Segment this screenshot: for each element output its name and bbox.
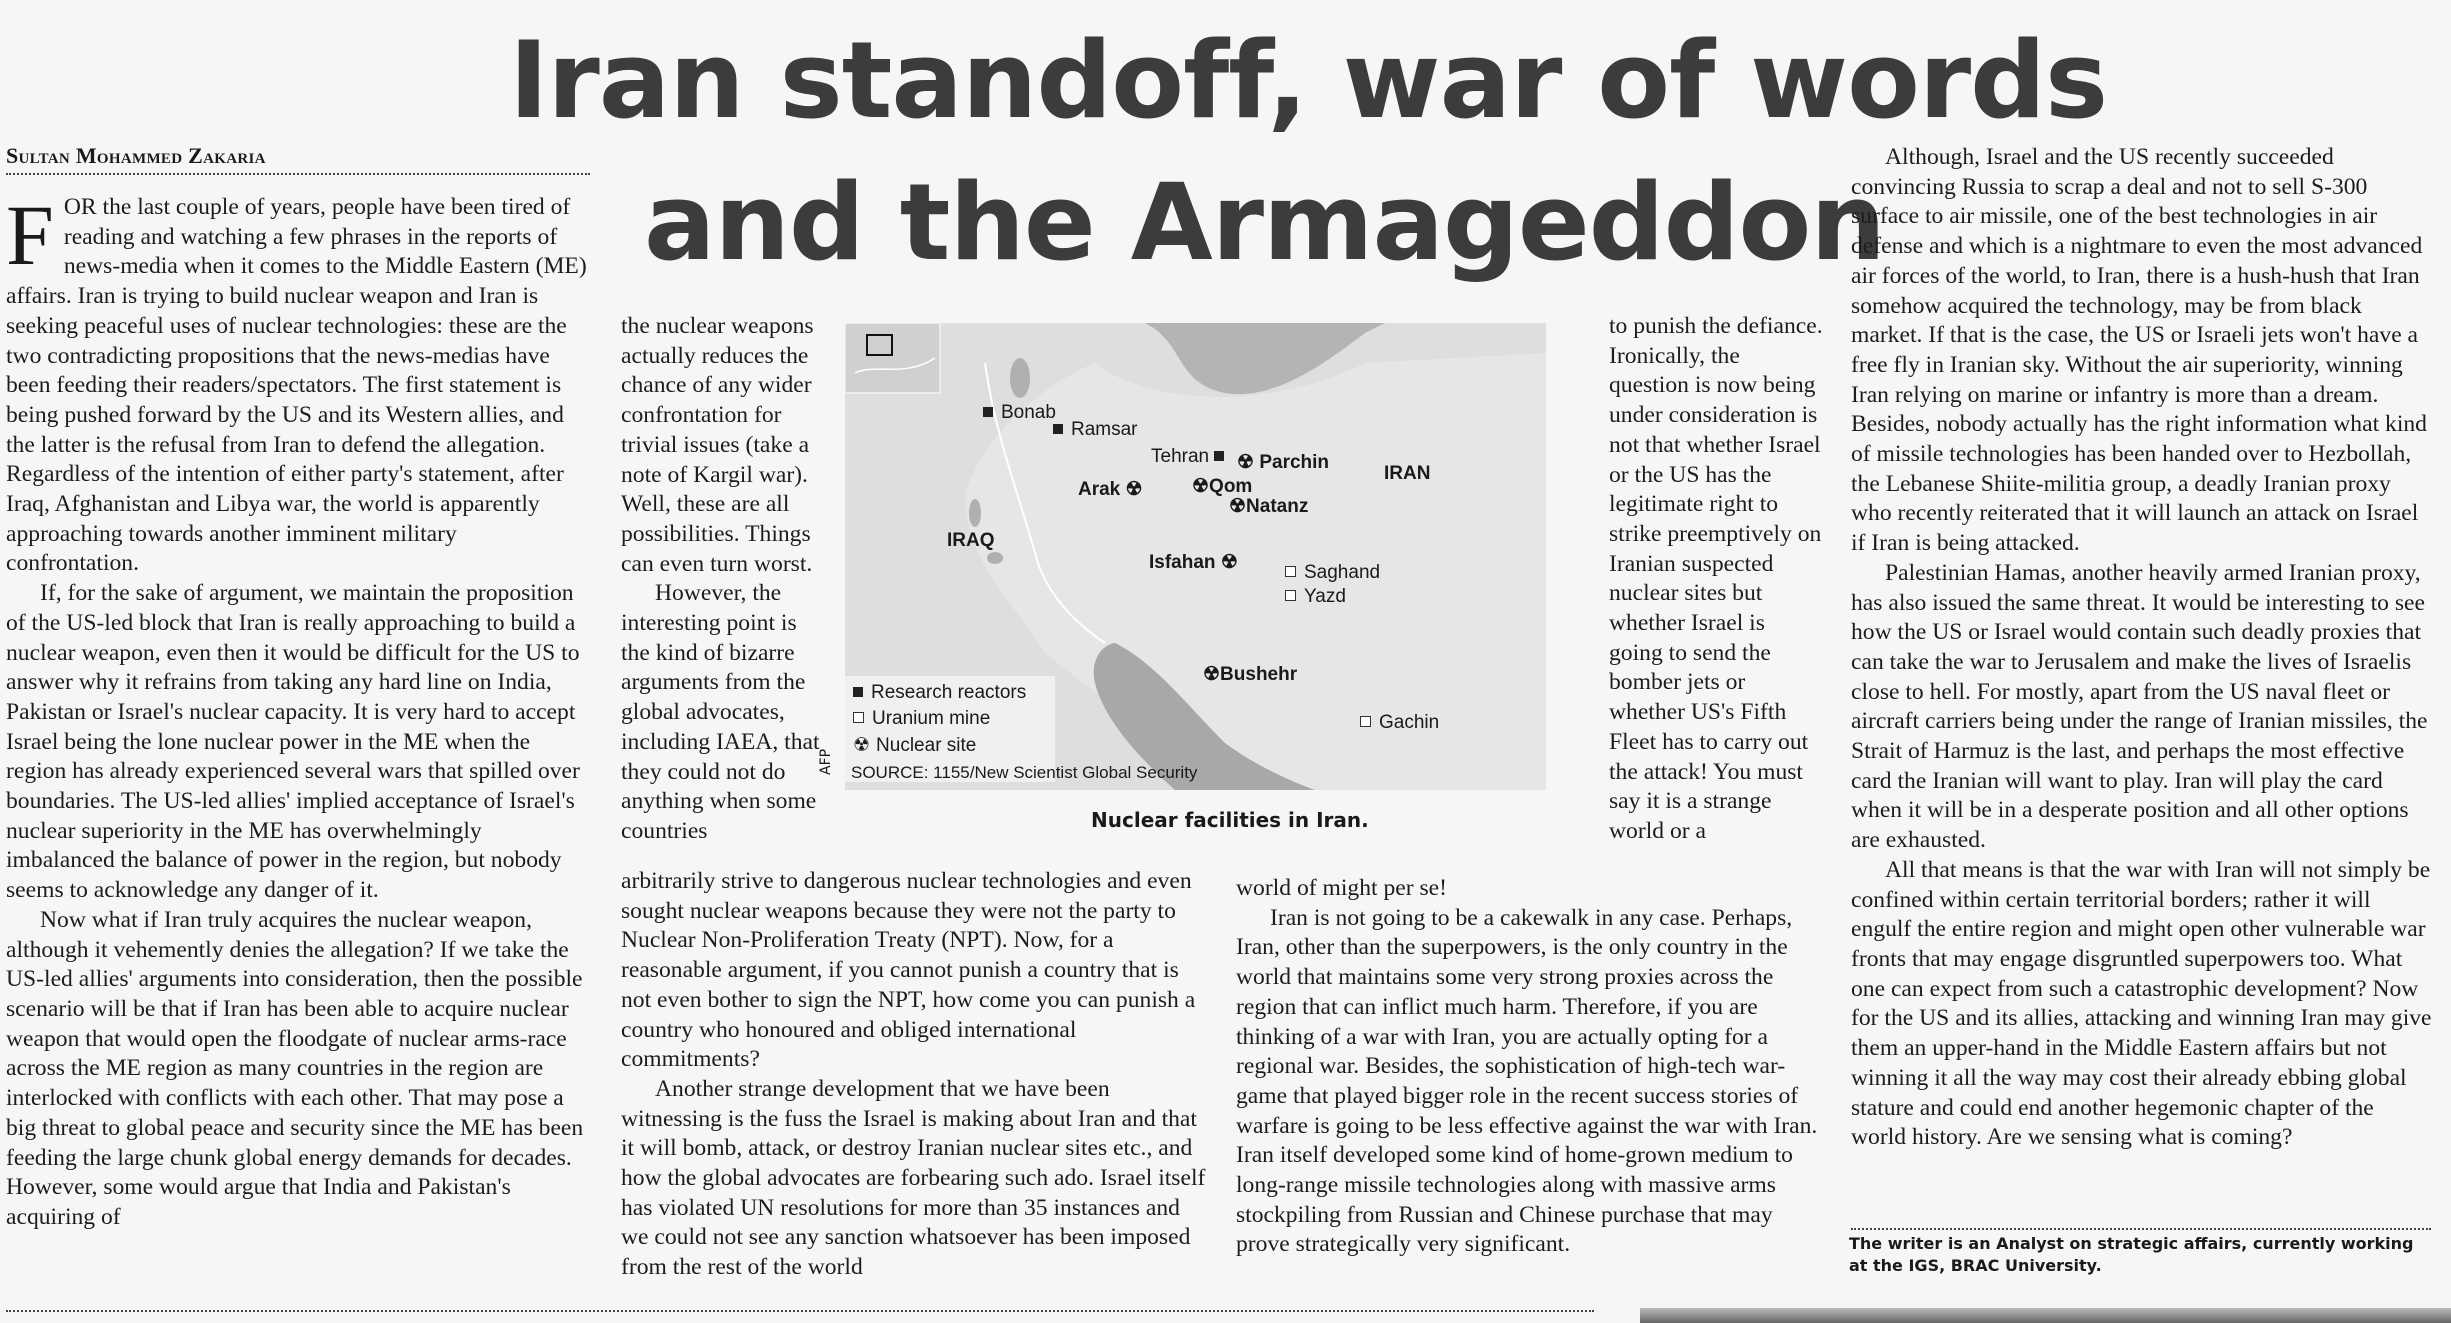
col3-paragraph-3: Iran is not going to be a cakewalk in any case. Perhaps, Iran, other than the superpowers, is the only country in the world that maintains some very strong proxies across the region that can inflict much harm. Therefore, if you are thinking of a war with Iran, you are actually opting for a regional war. Besides, the sophistication of high-tech war-game that played bigger role in the recent success stories of warfare is going to be less effective against the war with Iran. Iran itself developed some kind of home-grown medium to long-range missile technologies along with massive arms stockpiling from Russian and Chinese purchase that may prove strategically very significant. [1236,904,1818,1258]
legend-uranium-mine: Uranium mine [853,708,990,730]
map-label-parchin: ☢ Parchin [1237,452,1330,473]
col4-paragraph-3: All that means is that the war with Iran will not simply be confined within certain territorial borders; rather it will engulf the entire region and might open other vulnerable war fronts that may engage disgruntled superpowers too. What one can expect from such a catastrophic development? Now for the US and its allies, attacking and winning Iran may give them an upper-hand in the Middle Eastern affairs but not winning it all the way may cost their already ebbing global stature and could end another hegemonic chapter of the world history. Are we sensing what is coming? [1851,856,2432,1151]
col1-paragraph-3: Now what if Iran truly acquires the nuclear weapon, although it vehemently denies the allegation? If we take the US-led allies' arguments into consideration, then the possible scenario will be that if Iran has been able to acquire nuclear weapon that would open the floodgate of nuclear arms-race across the ME region as many countries in the region are interlocked with conflicts with each other. That may pose a big threat to global peace and security since the ME has been feeding the large chunk global energy demands for decades. However, some would argue that India and Pakistan's acquiring of [6,906,584,1230]
map-label-gachin: Gachin [1360,712,1439,734]
uranium-mine-marker [1285,590,1296,601]
nuclear-site-icon: ☢ [853,735,871,756]
map-label-yazd: Yazd [1285,586,1346,608]
column-2-narrow [621,312,826,847]
legend-research-reactors: Research reactors [853,682,1026,704]
map-label-tehran: Tehran [1151,446,1224,468]
uranium-mine-marker [1285,566,1296,577]
headline-line-1: Iran standoff, war of words [509,19,2108,142]
drop-cap: F [6,187,54,283]
headline-line-2: and the Armageddon [644,161,1885,284]
research-reactor-marker [983,407,993,417]
column-3-narrow [1609,312,1824,847]
col1-paragraph-1: FOR the last couple of years, people have been tired of reading and watching a few phrases in the reports of news-media when it comes to the Middle Eastern (ME) affairs. Iran is trying to build nuclear weapon and Iran is seeking peaceful uses of nuclear technologies: these are the two contradicting propositions that the news-medias have been feeding their readers/spectators. The first statement is being pushed forward by the US and its Western allies, and the latter is the refusal from Iran to defend the allegation. Regardless of the intention of either party's statement, after Iraq, Afghanistan and Libya war, the world is apparently approaching towards another imminent military confrontation. [6,187,587,577]
legend-nuclear-site: ☢ Nuclear site [853,735,977,756]
author-note-rule [1851,1228,2431,1230]
col1-paragraph-2: If, for the sake of argument, we maintain the proposition of the US-led block that Iran is really approaching to build a nuclear weapon, even then it would be difficult for the US to answer why it refrains from taking any hard line on India, Pakistan or Israel's nuclear capacity. It is very hard to accept Israel being the lone nuclear power in the ME when the region has already experienced several wars that spilled over boundaries. The US-led allies' implied acceptance of Israel's nuclear superiority in the ME has overwhelmingly imbalanced the balance of power in the region, but nobody seems to acknowledge any danger of it. [6,580,580,904]
bottom-rule [6,1310,1594,1312]
author-note: The writer is an Analyst on strategic affairs, currently working at the IGS, BRAC University. [1849,1234,2414,1275]
col2-paragraph-1: the nuclear weapons actually reduces the chance of any wider confrontation for trivial issues (take a note of Kargil war). Well, these are all possibilities. Things can even turn worst. [621,313,814,577]
column-4 [1851,143,2434,1153]
uranium-mine-swatch [853,712,864,723]
uranium-mine-marker [1360,716,1371,727]
column-3-wide [1236,874,1824,1260]
column-1 [6,187,592,1233]
col3-paragraph-2: world of might per se! [1236,875,1447,901]
col2-paragraph-4: Another strange development that we have been witnessing is the fuss the Israel is making about Iran and that it will bomb, attack, or destroy Iranian nuclear sites etc., and how the global advocates are forbearing such ado. Israel itself has violated UN resolutions for more than 35 instances and we could not see any sanction whatsoever has been imposed from the rest of the world [621,1075,1206,1281]
map-label-iraq: IRAQ [947,530,995,551]
map-label-bushehr: ☢Bushehr [1203,664,1298,685]
col4-paragraph-1: Although, Israel and the US recently succeeded convincing Russia to scrap a deal and not to sell S-300 surface to air missile, one of the best technologies in air defense and which is a nightmare to even the most advanced air forces of the world, to Iran, there is a hush-hush that Iran somehow acquired the technology, may be from black market. If that is the case, the US or Israeli jets won't have a free fly in Iranian sky. Without the air superiority, winning Iran relying on marine or infantry is more than a dream. Besides, nobody actually has the right information what kind of missile technologies has been handed over to Hezbollah, the Lebanese Shiite-militia group, a deadly Iranian proxy who recently reiterated that it will launch an attack on Israel if Iran is being attacked. [1851,144,2427,557]
map-label-ramsar: Ramsar [1053,419,1138,441]
research-reactor-marker [1214,451,1224,461]
research-reactor-marker [1053,424,1063,434]
iran-nuclear-map [845,323,1546,790]
map-label-isfahan: Isfahan ☢ [1149,552,1238,573]
col4-paragraph-2: Palestinian Hamas, another heavily armed Iranian proxy, has also issued the same threat. It would be interesting to see how the US or Israel would contain such deadly proxies that can take the war to Jerusalem and make the lives of Israelis close to hell. For mostly, apart from the US naval fleet or aircraft carriers being under the range of Iranian missiles, the Strait of Harmuz is the last, and perhaps the most effective card the Iranian will want to play. Iran will play the card when it will be in a desperate position and all other options are exhausted. [1851,559,2428,854]
byline: Sultan Mohammed Zakaria [6,143,590,175]
map-caption: Nuclear facilities in Iran. [1091,808,1369,832]
research-reactor-swatch [853,687,863,697]
column-2-wide [621,867,1209,1283]
map-label-iran: IRAN [1384,463,1431,484]
map-credit-afp: AFP [818,748,834,775]
map-label-bonab: Bonab [983,402,1056,424]
col3-paragraph-1: to punish the defiance. Ironically, the question is now being under consideration is not that whether Israel or the US has the legitimate right to strike preemptively on Iranian suspected nuclear sites but whether Israel is going to send the bomber jets or whether US's Fifth Fleet has to carry out the attack! You must say it is a strange world or a [1609,313,1823,844]
map-label-qom: ☢Qom [1192,476,1253,497]
map-label-saghand: Saghand [1285,562,1380,584]
bottom-shadow-bar [1640,1308,2451,1323]
col2-paragraph-3: arbitrarily strive to dangerous nuclear technologies and even sought nuclear weapons because they were not the party to Nuclear Non-Proliferation Treaty (NPT). Now, for a reasonable argument, if you cannot punish a country that is not even bother to sign the NPT, how come you can punish a country who honoured and obliged international commitments? [621,868,1196,1073]
map-label-natanz: ☢Natanz [1229,496,1309,517]
map-label-arak: Arak ☢ [1078,479,1143,500]
map-source: SOURCE: 1155/New Scientist Global Security [851,763,1198,782]
col2-paragraph-2: However, the interesting point is the kind of bizarre arguments from the global advocates, including IAEA, that they could not do anything when some countries [621,580,820,844]
